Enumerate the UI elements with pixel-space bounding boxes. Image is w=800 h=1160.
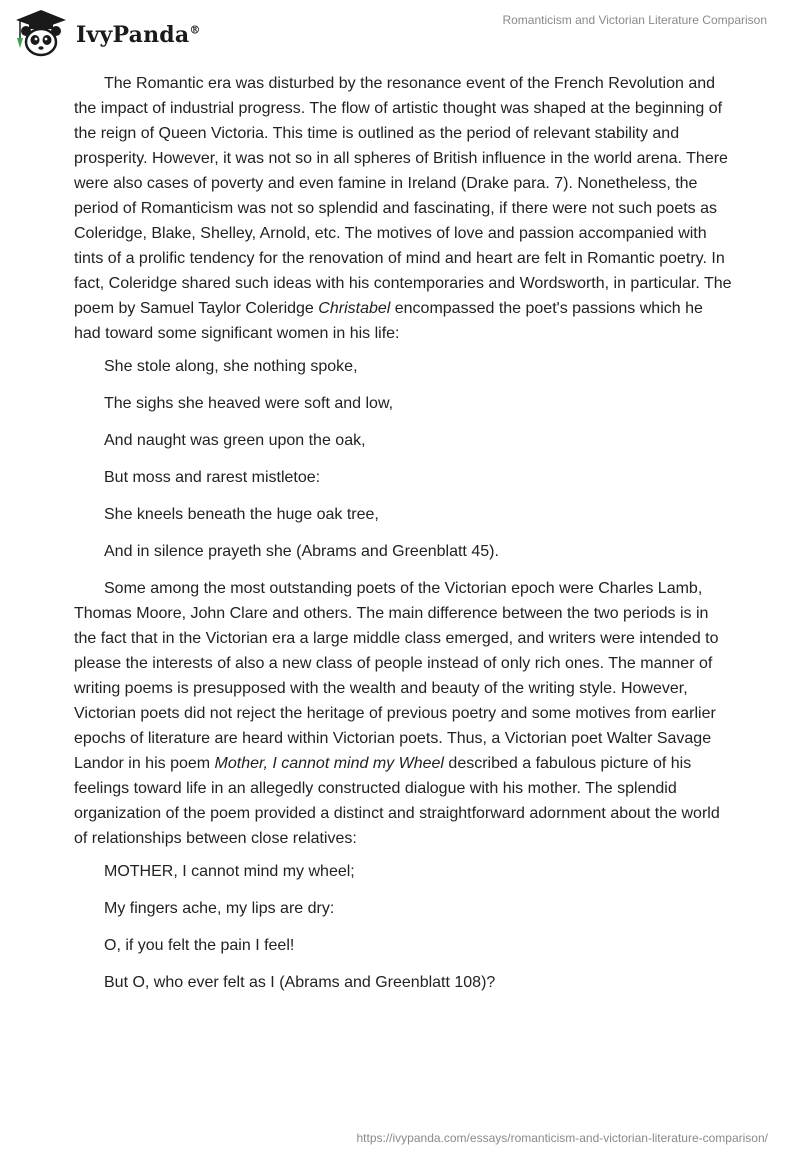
registered-mark: ® <box>189 23 201 37</box>
verse-line: And in silence prayeth she (Abrams and Greenblatt 45). <box>104 543 499 560</box>
poem-title-christabel: Christabel <box>318 300 391 317</box>
verse-line: MOTHER, I cannot mind my wheel; <box>104 863 355 880</box>
verse-line: But moss and rarest mistletoe: <box>104 469 321 486</box>
ivypanda-logo[interactable] <box>12 8 201 60</box>
verse-line: She kneels beneath the huge oak tree, <box>104 506 379 523</box>
paragraph-victorian-epoch: Some among the most outstanding poets of the Victorian epoch were Charles Lamb, Thomas Moore, John Clare and others. The main difference between the two periods is in the fact that in the Victorian era a large middle class emerged, and writers were intended to please the interests of also a new class of people instead of only rich ones. The manner of writing poems is presupposed with the wealth and beauty of the writing style. However, Victorian poets did not reject the heritage of previous poetry and some motives from earlier epochs of literature are heard within Victorian poets. Thus, a Victorian poet Walter Savage Landor in his poem Mother, I cannot mind my Wheel described a fabulous picture of his feelings toward life in an allegedly constructed dialogue with his mother. The splendid organization of the poem provided a distinct and straightforward adornment about the world of relationships between close relatives: <box>74 580 720 847</box>
verse-line: She stole along, she nothing spoke, <box>104 358 358 375</box>
poem-title-mother: Mother, I cannot mind my Wheel <box>214 755 444 772</box>
verse-line: My fingers ache, my lips are dry: <box>104 900 335 917</box>
verse-line: The sighs she heaved were soft and low, <box>104 395 394 412</box>
christabel-quote <box>74 354 734 564</box>
source-url-link[interactable]: https://ivypanda.com/essays/romanticism-and-victorian-literature-comparison/ <box>356 1131 768 1145</box>
brand-name: IvyPanda® <box>76 22 201 48</box>
verse-line: But O, who ever felt as I (Abrams and Greenblatt 108)? <box>104 974 496 991</box>
document-title: Romanticism and Victorian Literature Comparison <box>502 13 767 27</box>
page-header <box>0 0 800 70</box>
paragraph-romantic-era: The Romantic era was disturbed by the resonance event of the French Revolution and the impact of industrial progress. The flow of artistic thought was shaped at the beginning of the reign of Queen Victoria. This time is outlined as the period of relevant stability and prosperity. However, it was not so in all spheres of British influence in the world arena. There were also cases of poverty and even famine in Ireland (Drake para. 7). Nonetheless, the period of Romanticism was not so splendid and fascinating, if there were not such poets as Coleridge, Blake, Shelley, Arnold, etc. The motives of love and passion accompanied with tints of a prolific tendency for the renovation of mind and heart are felt in Romantic poetry. In fact, Coleridge shared such ideas with his contemporaries and Wordsworth, in particular. The poem by Samuel Taylor Coleridge Christabel encompassed the poet's passions which he had toward some significant women in his life: <box>74 75 732 342</box>
verse-line: O, if you felt the pain I feel! <box>104 937 295 954</box>
panda-graduate-icon <box>12 8 70 60</box>
verse-line: And naught was green upon the oak, <box>104 432 366 449</box>
mother-wheel-quote <box>74 859 734 995</box>
essay-body <box>74 71 734 1007</box>
